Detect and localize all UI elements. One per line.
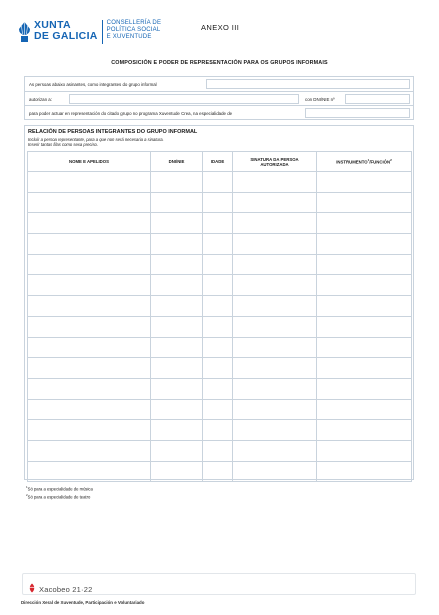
instrument-cell[interactable] xyxy=(317,440,412,461)
xacobeo-logo xyxy=(27,580,92,598)
name-cell[interactable] xyxy=(28,254,151,275)
instrument-cell[interactable] xyxy=(317,192,412,213)
signature-cell[interactable] xyxy=(233,461,317,482)
signature-cell[interactable] xyxy=(233,378,317,399)
instrument-cell[interactable] xyxy=(317,172,412,193)
signature-header-line1: SINATURA DA PERSOA xyxy=(250,156,299,162)
signature-header-line2: AUTORIZADA xyxy=(260,161,289,167)
id-cell[interactable] xyxy=(151,461,203,482)
table-header-row xyxy=(28,152,412,172)
id-cell[interactable] xyxy=(151,420,203,441)
footer-direccion: Dirección Xeral de Xuventude, Participación e Voluntariado xyxy=(21,600,145,605)
conselleria-line1: CONSELLERÍA DE xyxy=(106,20,162,26)
id-cell[interactable] xyxy=(151,358,203,379)
xunta-logo xyxy=(18,20,161,44)
id-cell[interactable] xyxy=(151,234,203,255)
table-row xyxy=(28,275,412,296)
table-row xyxy=(28,296,412,317)
id-cell[interactable] xyxy=(151,254,203,275)
members-table xyxy=(27,151,412,482)
scallop-shell-icon xyxy=(18,20,31,44)
footnote-2-text: Só para a especialidade de teatro xyxy=(27,494,91,500)
instrument-sup: 1 xyxy=(367,158,370,163)
footnote-2-num: 2 xyxy=(26,493,28,498)
authorization-section xyxy=(24,76,414,120)
logo-line2: DE GALICIA xyxy=(34,30,98,42)
age-cell[interactable] xyxy=(203,378,233,399)
conselleria-line2: POLÍTICA SOCIAL xyxy=(106,27,161,34)
name-cell[interactable] xyxy=(28,337,151,358)
table-row xyxy=(28,337,412,358)
id-cell[interactable] xyxy=(151,440,203,461)
id-cell[interactable] xyxy=(151,296,203,317)
age-cell[interactable] xyxy=(203,316,233,337)
members-title: RELACIÓN DE PERSOAS INTEGRANTES DO GRUPO INFORMAL xyxy=(28,129,198,135)
signature-cell[interactable] xyxy=(233,358,317,379)
table-row xyxy=(28,358,412,379)
document-title: COMPOSICIÓN E PODER DE REPRESENTACIÓN PARA OS GRUPOS INFORMAIS xyxy=(111,60,328,66)
signature-cell[interactable] xyxy=(233,337,317,358)
table-row xyxy=(28,254,412,275)
age-cell[interactable] xyxy=(203,461,233,482)
signature-cell[interactable] xyxy=(233,234,317,255)
specialty-label: para poder actuar en representación do citado grupo no programa Xuventude Crea, na especialidade de xyxy=(29,111,233,116)
function-sup: 2 xyxy=(390,158,392,163)
instrument-cell[interactable] xyxy=(317,296,412,317)
signature-cell[interactable] xyxy=(233,316,317,337)
footnote-1-num: 1 xyxy=(26,485,28,489)
footnotes xyxy=(26,484,93,501)
specialty-field[interactable] xyxy=(305,108,410,118)
name-cell[interactable] xyxy=(28,316,151,337)
age-cell[interactable] xyxy=(203,420,233,441)
signature-cell[interactable] xyxy=(233,399,317,420)
table-row xyxy=(28,378,412,399)
age-cell[interactable] xyxy=(203,399,233,420)
footnote-1-text: Só para a especialidade de música xyxy=(27,486,93,492)
signature-cell[interactable] xyxy=(233,254,317,275)
instrument-cell[interactable] xyxy=(317,420,412,441)
table-row xyxy=(28,172,412,193)
members-note-1: Incluír a persoa representante, para a que non será necesaria a sinatura. xyxy=(28,136,164,142)
id-cell[interactable] xyxy=(151,337,203,358)
age-cell[interactable] xyxy=(203,213,233,234)
name-cell[interactable] xyxy=(28,275,151,296)
signature-cell[interactable] xyxy=(233,192,317,213)
logo-line1: XUNTA xyxy=(34,19,71,31)
signature-cell[interactable] xyxy=(233,440,317,461)
signature-cell[interactable] xyxy=(233,275,317,296)
representative-row xyxy=(25,92,413,107)
name-cell[interactable] xyxy=(28,296,151,317)
table-row xyxy=(28,316,412,337)
members-section xyxy=(24,125,414,480)
instrument-label: INSTRUMENTO xyxy=(336,159,368,165)
authorize-label: autorizan a: xyxy=(29,96,52,102)
name-cell[interactable] xyxy=(28,172,151,193)
age-cell[interactable] xyxy=(203,296,233,317)
age-cell[interactable] xyxy=(203,440,233,461)
xunta-wordmark xyxy=(34,20,98,42)
anexo-label: ANEXO III xyxy=(201,23,240,32)
age-cell[interactable] xyxy=(203,254,233,275)
table-row xyxy=(28,440,412,461)
id-cell[interactable] xyxy=(151,172,203,193)
conselleria-line3: E XUVENTUDE xyxy=(106,34,152,41)
signature-cell[interactable] xyxy=(233,213,317,234)
instrument-cell[interactable] xyxy=(317,275,412,296)
signature-cell[interactable] xyxy=(233,172,317,193)
instrument-cell[interactable] xyxy=(317,358,412,379)
table-row xyxy=(28,234,412,255)
id-cell[interactable] xyxy=(151,378,203,399)
footnote-1 xyxy=(26,484,93,492)
name-cell[interactable] xyxy=(28,358,151,379)
id-cell[interactable] xyxy=(151,192,203,213)
name-cell[interactable] xyxy=(28,461,151,482)
table-row xyxy=(28,399,412,420)
age-cell[interactable] xyxy=(203,172,233,193)
specialty-row xyxy=(25,106,413,121)
instrument-cell[interactable] xyxy=(317,254,412,275)
representative-name-field[interactable] xyxy=(69,94,299,104)
age-cell[interactable] xyxy=(203,234,233,255)
group-row xyxy=(25,77,413,92)
footnote-2 xyxy=(26,492,93,500)
instrument-cell[interactable] xyxy=(317,399,412,420)
table-row xyxy=(28,192,412,213)
id-cell[interactable] xyxy=(151,316,203,337)
id-cell[interactable] xyxy=(151,213,203,234)
instrument-cell[interactable] xyxy=(317,337,412,358)
name-cell[interactable] xyxy=(28,399,151,420)
id-cell[interactable] xyxy=(151,275,203,296)
logo-divider xyxy=(102,20,103,44)
col-signature-header xyxy=(233,152,317,172)
age-cell[interactable] xyxy=(203,192,233,213)
table-row xyxy=(28,461,412,482)
age-cell[interactable] xyxy=(203,358,233,379)
instrument-cell[interactable] xyxy=(317,213,412,234)
document-header xyxy=(18,20,418,50)
xacobeo-logo-icon xyxy=(27,580,37,598)
xacobeo-text: Xacobeo 21·22 xyxy=(39,584,93,594)
signature-cell[interactable] xyxy=(233,296,317,317)
footer-box xyxy=(22,573,416,595)
col-instrument-header xyxy=(317,152,412,172)
id-cell[interactable] xyxy=(151,399,203,420)
name-cell[interactable] xyxy=(28,378,151,399)
name-cell[interactable] xyxy=(28,420,151,441)
representative-id-field[interactable] xyxy=(345,94,410,104)
signature-cell[interactable] xyxy=(233,420,317,441)
age-cell[interactable] xyxy=(203,337,233,358)
instrument-cell[interactable] xyxy=(317,234,412,255)
col-name-header: NOME E APELIDOS xyxy=(28,152,151,172)
name-cell[interactable] xyxy=(28,213,151,234)
instrument-cell[interactable] xyxy=(317,461,412,482)
name-cell[interactable] xyxy=(28,440,151,461)
col-age-header: IDADE xyxy=(203,152,233,172)
group-name-field[interactable] xyxy=(206,79,410,89)
function-label: /FUNCIÓN xyxy=(369,159,391,165)
members-note-2: Inserir tantas filas como sexa preciso. xyxy=(28,142,99,147)
table-row xyxy=(28,420,412,441)
age-cell[interactable] xyxy=(203,275,233,296)
col-id-header: DNI/NIE xyxy=(151,152,203,172)
group-label: As persoas abaixo asinantes, como integrantes do grupo informal xyxy=(29,82,157,87)
name-cell[interactable] xyxy=(28,192,151,213)
conselleria-name xyxy=(107,20,162,42)
instrument-cell[interactable] xyxy=(317,378,412,399)
name-cell[interactable] xyxy=(28,234,151,255)
table-row xyxy=(28,213,412,234)
id-label: con DNI/NIE nº xyxy=(305,96,335,102)
members-table-body xyxy=(28,172,412,482)
instrument-cell[interactable] xyxy=(317,316,412,337)
